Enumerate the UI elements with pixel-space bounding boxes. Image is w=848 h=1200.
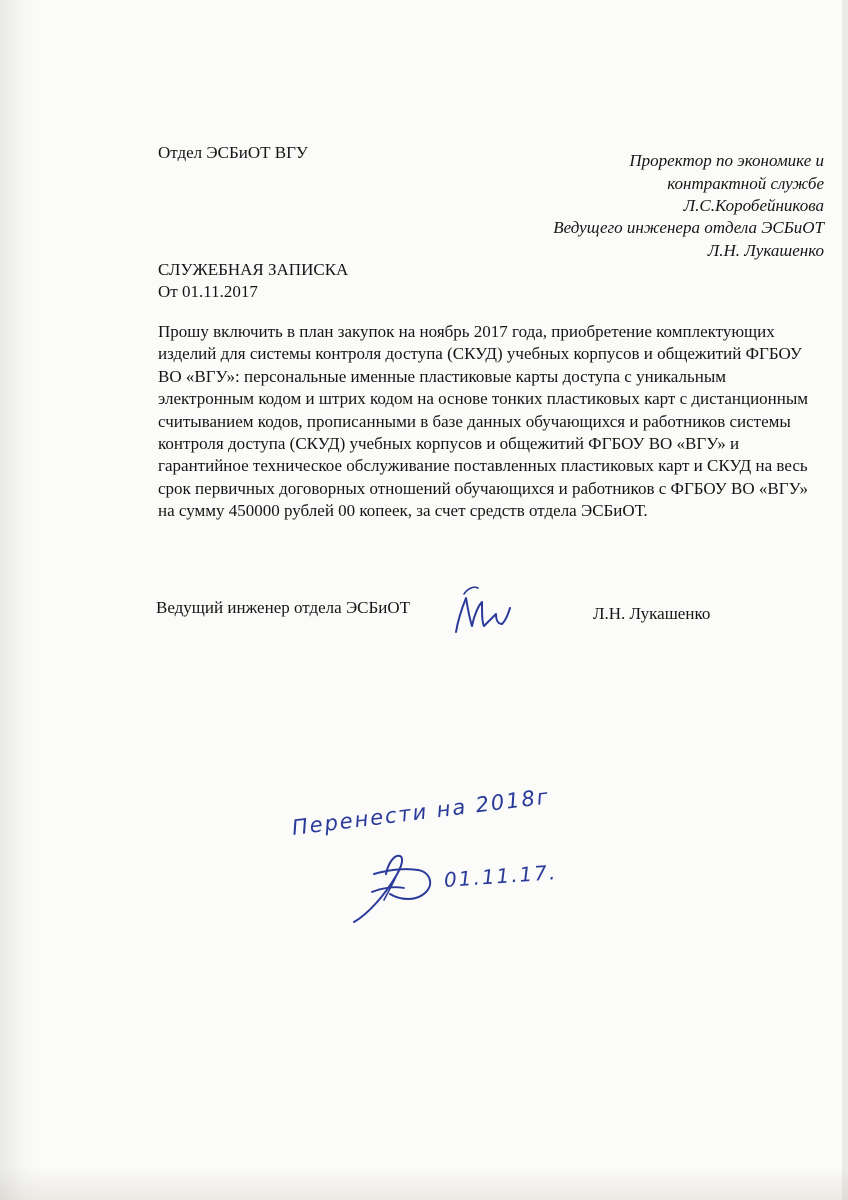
handwritten-date: 01.11.17. <box>443 860 558 892</box>
scan-left-shadow <box>0 0 38 1200</box>
memo-date: От 01.11.2017 <box>158 282 258 301</box>
body-line: гарантийное техническое обслуживание поставленных пластиковых карт и СКУД на весь <box>158 456 808 476</box>
body-line: контроля доступа (СКУД) учебных корпусов и общежитий ФГБОУ ВО «ВГУ» и <box>158 434 740 454</box>
body-line: ВО «ВГУ»: персональные именные пластиковые карты доступа с уникальным <box>158 366 726 386</box>
sender-line-1: Ведущего инженера отдела ЭСБиОТ <box>553 218 824 237</box>
scan-right-edge <box>842 0 848 1200</box>
signature-mark <box>448 580 518 650</box>
handwritten-initials-mark <box>344 848 440 930</box>
body-line: на сумму 450000 рублей 00 копеек, за счет средств отдела ЭСБиОТ. <box>158 501 648 521</box>
memo-body <box>158 321 828 523</box>
scan-bottom-band <box>0 1166 848 1200</box>
body-line: срок первичных договорных отношений обучающихся и работников с ФГБОУ ВО «ВГУ» <box>158 478 809 498</box>
addressee-name: Л.С.Коробейникова <box>683 196 824 215</box>
addressee-line-2: контрактной службе <box>667 174 824 193</box>
body-line: изделий для системы контроля доступа (СКУД) учебных корпусов и общежитий ФГБОУ <box>158 344 802 364</box>
sender-name: Л.Н. Лукашенко <box>707 241 824 260</box>
body-line: электронным кодом и штрих кодом на основе тонких пластиковых карт с дистанционным <box>158 389 809 409</box>
handwritten-note: Перенести на 2018г <box>290 784 551 840</box>
signatory-name: Л.Н. Лукашенко <box>593 604 711 623</box>
addressee-line-1: Проректор по экономике и <box>629 151 824 170</box>
signatory-position: Ведущий инженер отдела ЭСБиОТ <box>156 598 411 617</box>
body-line: Прошу включить в план закупок на ноябрь 2017 года, приобретение комплектующих <box>158 322 775 341</box>
memo-title: СЛУЖЕБНАЯ ЗАПИСКА <box>158 260 349 279</box>
department-label: Отдел ЭСБиОТ ВГУ <box>158 143 308 162</box>
body-line: считыванием кодов, прописанными в базе данных обучающихся и работников системы <box>158 411 791 431</box>
